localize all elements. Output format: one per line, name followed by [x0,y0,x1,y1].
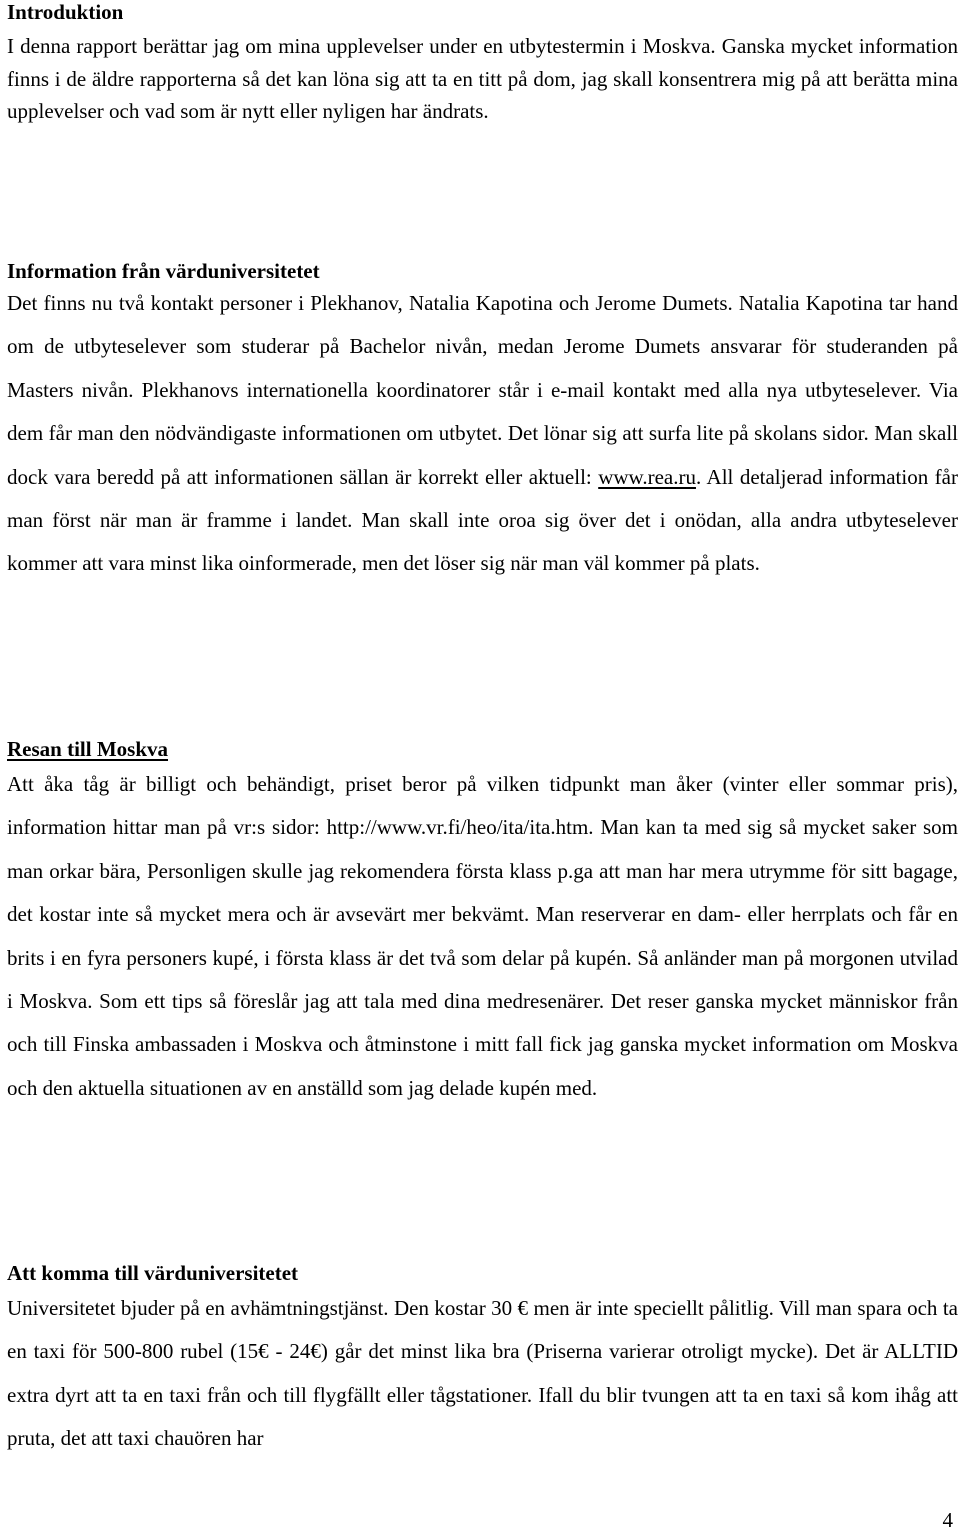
section-resan-till-moskva [7,737,958,1110]
university-website-link[interactable]: www.rea.ru [598,464,696,489]
section-att-komma-till-vardunivesitetet [7,1261,958,1461]
paragraph-text: . All detaljerad information får man först när man är framme i landet. Man skall inte oroa sig över det i onödan, alla andra utbyteselever kommer att vara minst lika oinformerade, men det löser sig när man väl kommer på plats. [7,464,958,576]
section-heading: Introduktion [7,0,124,24]
section-paragraph [7,282,958,586]
page-number: 4 [942,1508,953,1532]
section-introduktion [7,0,958,128]
section-heading: Att komma till värduniversitetet [7,1261,299,1285]
section-information-vardunivesitetet [7,259,958,586]
section-heading: Resan till Moskva [7,737,169,761]
paragraph-text: Det finns nu två kontakt personer i Plekhanov, Natalia Kapotina och Jerome Dumets. Natalia Kapotina tar hand om de utbyteselever som studerar på Bachelor nivån, medan Jerome Dumets ansvarar för studeranden på Masters nivån. Plekhanovs internationella koordinatorer står i e-mail kontakt med alla nya utbyteselever. Via dem får man den nödvändigaste informationen om utbytet. Det lönar sig att surfa lite på skolans sidor. Man skall dock vara beredd på att informationen sällan är korrekt eller aktuell: [7,291,958,489]
section-heading: Information från värduniversitetet [7,259,320,283]
section-paragraph: Att åka tåg är billigt och behändigt, priset beror på vilken tidpunkt man åker (vinter eller sommar pris), information hittar man på vr:s sidor: http://www.vr.fi/heo/ita/ita.htm. Man kan ta med sig så mycket saker som man orkar bära, Personligen skulle jag rekomendera första klass p.ga att man har mera utrymme för sitt bagage, det kostar inte så mycket mera och är avsevärt mer bekvämt. Man reserverar en dam- eller herrplats och får en brits i en fyra personers kupé, i första klass är det två som delar på kupén. Så anländer man på morgonen utvilad i Moskva. Som ett tips så föreslår jag att tala med dina medresenärer. Det reser ganska mycket människor från och till Finska ambassaden i Moskva och åtminstone i mitt fall fick jag ganska mycket information om Moskva och den aktuella situationen av en anställd som jag delade kupén med. [7,772,958,1100]
section-paragraph: Universitetet bjuder på en avhämtningstjänst. Den kostar 30 € men är inte speciellt pålitlig. Vill man spara och ta en taxi för 500-800 rubel (15€ - 24€) går det minst lika bra (Priserna varierar otroligt mycke). Det är ALLTID extra dyrt att ta en taxi från och till flygfällt eller tågstationer. Ifall du blir tvungen att ta en taxi så kom ihåg att pruta, det att taxi chauören har [7,1296,958,1451]
section-paragraph: I denna rapport berättar jag om mina upplevelser under en utbytestermin i Moskva. Ganska mycket information finns i de äldre rapporterna så det kan löna sig att ta en titt på dom, jag skall konsentrera mig på att berätta mina upplevelser och vad som är nytt eller nyligen har ändrats. [7,34,958,123]
